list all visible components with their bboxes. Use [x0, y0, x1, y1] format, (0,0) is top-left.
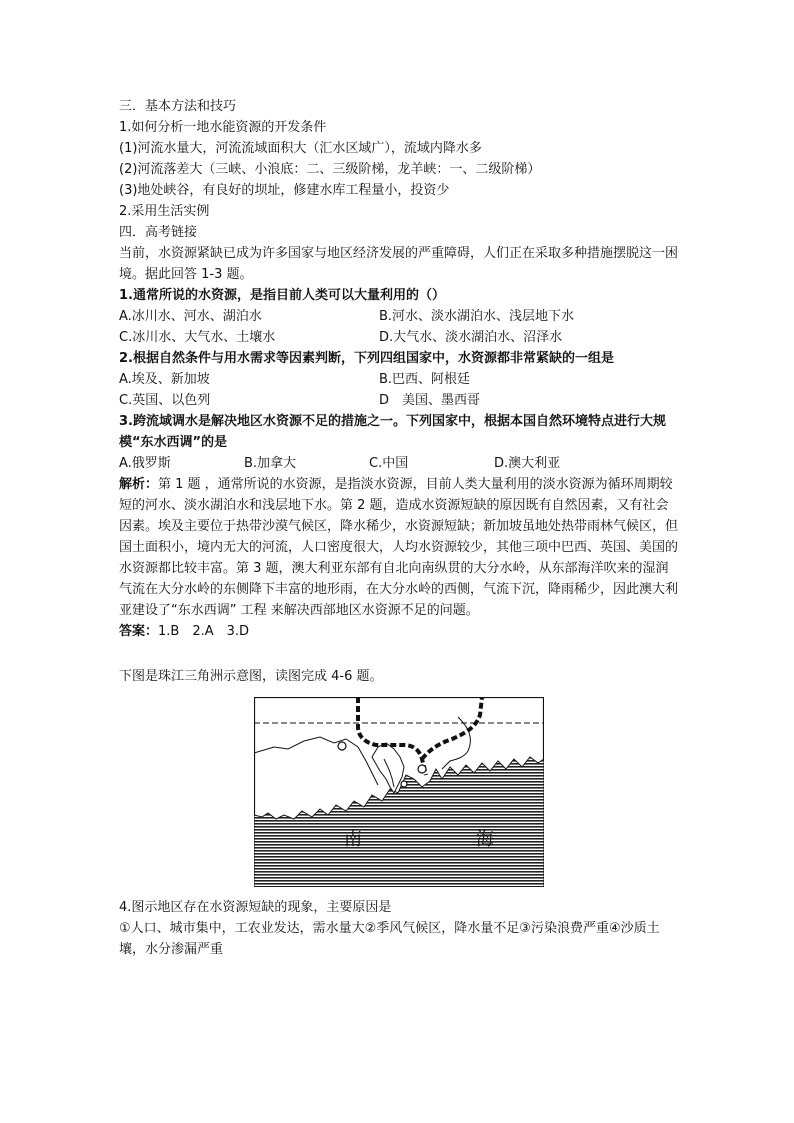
question-1-options — [119, 306, 679, 327]
question-2-stem: 2.根据自然条件与用水需求等因素判断，下列四组国家中，水资源都非常紧缺的一组是 — [119, 351, 614, 366]
q3-option-a: A.俄罗斯 — [119, 456, 171, 471]
section3-title: 三．基本方法和技巧 — [119, 99, 237, 114]
analysis-paragraph — [119, 474, 679, 621]
section3-point1-3: (3)地处峡谷，有良好的坝址，修建水库工程量小，投资少 — [119, 183, 450, 198]
answer-line — [119, 621, 679, 642]
sea-label-sea: 海 — [476, 829, 494, 850]
q3-option-b: B.加拿大 — [244, 456, 297, 471]
answer-text: 1.B 2.A 3.D — [158, 624, 250, 639]
q1-option-d: D.大气水、淡水湖泊水、沼泽水 — [379, 330, 563, 345]
pearl-river-delta-map — [254, 697, 544, 887]
section3-point1-2: (2)河流落差大（三峡、小浪底：二、三级阶梯，龙羊峡：一、二级阶梯） — [119, 162, 541, 177]
city-marker-2 — [418, 765, 426, 773]
document-page — [119, 96, 679, 960]
q3-option-d: D.澳大利亚 — [494, 456, 561, 471]
q1-option-b: B.河水、淡水湖泊水、浅层地下水 — [379, 309, 575, 324]
analysis-label: 解析： — [119, 477, 159, 492]
analysis-text: 第 1 题 ，通常所说的水资源，是指淡水资源，目前人类大量利用的淡水资源为循环周期较短的河水、淡水湖泊水和浅层地下水。第 2 题，造成水资源短缺的原因既有自然因素，又有社会因素。埃及主要位于热带沙漠气候区，降水稀少，水资源短缺；新加坡虽地处热带雨林气候区，但国土面积小，境内无大的河流，人口密度很大，人均水资源较少，其他三项中巴西、英国、美国的水资源都比较丰富。第 3 题，澳大利亚东部有自北向南纵贯的大分水岭，从东部海洋吹来的湿润气流在大分水岭的东侧降下丰富的地形雨，在大分水岭的西侧，气流下沉，降雨稀少，因此澳大利亚建设了“东水西调” 工程 来解决西部地区水资源不足的问题。 — [119, 477, 679, 618]
sea-label-south: 南 — [344, 829, 362, 850]
question-1-stem: 1.通常所说的水资源，是指目前人类可以大量利用的（） — [119, 288, 445, 303]
map-container — [119, 697, 679, 887]
city-marker-3 — [401, 781, 407, 787]
q2-option-b: B.巴西、阿根廷 — [379, 372, 471, 387]
section4-intro: 当前，水资源紧缺已成为许多国家与地区经济发展的严重障碍，人们正在采取多种措施摆脱这一困境。据此回答 1-3 题。 — [119, 246, 679, 282]
question-4-stem: 4.图示地区存在水资源短缺的现象，主要原因是 — [119, 900, 392, 915]
section4-title: 四．高考链接 — [119, 225, 198, 240]
city-marker-1 — [338, 742, 346, 750]
section3-point1: 1.如何分析一地水能资源的开发条件 — [119, 120, 327, 135]
q3-option-c: C.中国 — [369, 456, 409, 471]
spacer — [119, 642, 679, 666]
question-1-options-2 — [119, 327, 679, 348]
q2-option-c: C.英国、以色列 — [119, 393, 211, 408]
question-3-options — [119, 453, 679, 474]
q2-option-d: D 美国、墨西哥 — [379, 393, 481, 408]
section3-point2: 2.采用生活实例 — [119, 204, 210, 219]
map-intro: 下图是珠江三角洲示意图，读图完成 4-6 题。 — [119, 669, 383, 684]
question-3-stem: 3.跨流域调水是解决地区水资源不足的措施之一。下列国家中，根据本国自然环境特点进行大规模“东水西调”的是 — [119, 414, 666, 450]
question-2-options-2 — [119, 390, 679, 411]
q1-option-a: A.冰川水、河水、湖泊水 — [119, 309, 262, 324]
answer-label: 答案： — [119, 624, 159, 639]
q1-option-c: C.冰川水、大气水、土壤水 — [119, 330, 276, 345]
question-2-options — [119, 369, 679, 390]
question-4-options: ①人口、城市集中，工农业发达，需水量大②季风气候区，降水量不足③污染浪费严重④沙质土壤，水分渗漏严重 — [119, 921, 660, 957]
q2-option-a: A.埃及、新加坡 — [119, 372, 210, 387]
section3-point1-1: (1)河流水量大，河流流域面积大（汇水区域广），流域内降水多 — [119, 141, 482, 156]
